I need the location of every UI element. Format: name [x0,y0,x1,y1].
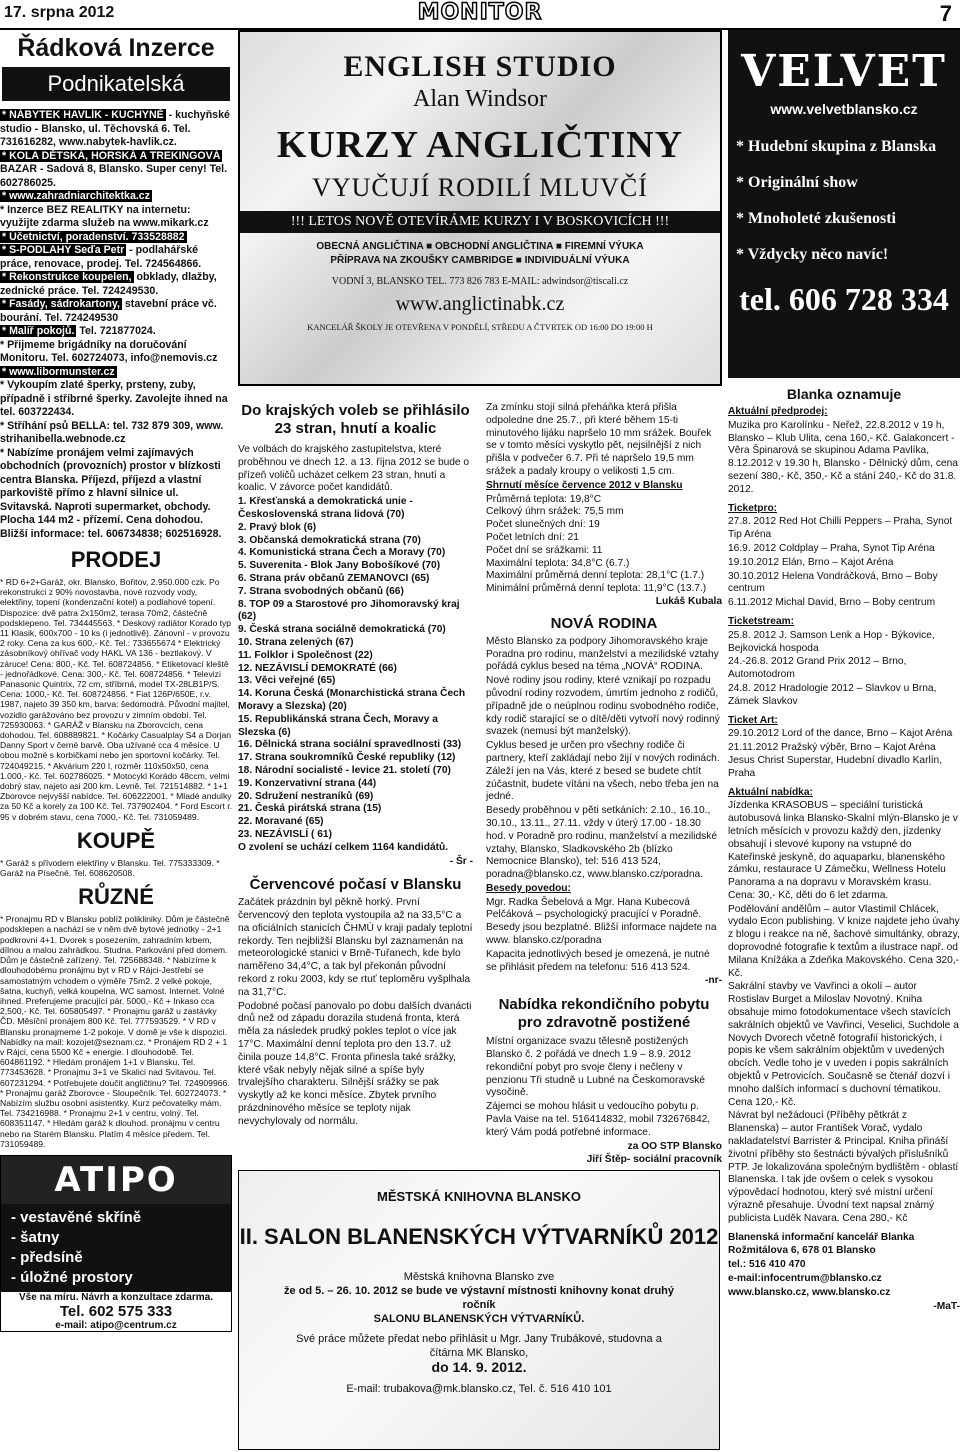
ad-item [0,244,232,271]
salon-t5: do 14. 9. 2012. [431,1359,527,1375]
atipo-footer-3: e-mail: atipo@centrum.cz [55,1319,177,1331]
volby-item: 19. Konzervativní strana (44) [238,777,377,789]
blanka-s3 [728,630,960,709]
rodina-p5-title: Besedy povedou: [486,882,571,894]
english-kurzy: KURZY ANGLIČTINY [276,124,684,166]
english-line-2: PŘÍPRAVA NA ZKOUŠKY CAMBRIDGE ■ INDIVIDUÁLNÍ VÝUKA [330,255,630,266]
atipo-ad [0,1155,232,1332]
volby-item: 8. TOP 09 a Starostové pro Jihomoravský kraj (62) [238,598,460,623]
ad-item [0,325,232,339]
volby-article [238,402,473,1130]
ad-highlight: * Malíř pokojů. [2,325,75,337]
ad-highlight: * S-PODLAHY Seďa Petr [2,244,125,256]
page-header [0,0,960,30]
ad-text: stavební práce vč. bourání. Tel. 724249530 [0,298,217,324]
volby-item: 13. Věci veřejné (65) [238,675,336,687]
salon-t6: E-mail: trubakova@mk.blansko.cz, Tel. č. 516 410 101 [346,1383,612,1395]
nabidka-sign-1: za OO STP Blansko [627,1140,722,1152]
event-item: 25.8. 2012 J. Samson Lenk a Hop - Býkovice, Bejkovická hospoda [728,629,935,654]
classifieds-title: Řádková Inzerce [17,34,215,62]
volby-item: 11. Folklor i Společnost (22) [238,649,373,661]
ad-item [0,420,232,447]
ad-text: Tel. 721877024. [76,325,156,337]
ad-item [0,271,232,298]
koupe-heading: KOUPĚ [76,827,156,853]
ad-item [0,298,232,325]
english-studio-ad [238,30,722,386]
pocasi-stats-title: Shrnutí měsíce července 2012 v Blansku [486,479,683,491]
pocasi-stat: Počet letních dní: 21 [486,531,579,543]
blanka-s8: Návrat byl nežádoucí (Příběhy pětkrát z Blanenska) – autor František Vorač, vydalo nakladatelství Barrister & Principal. Kniha přináší životní příběhy sto šestnácti bývalých příslušníků PTP. Je lokalizována společným bydlištěm - oblastí Blanenska. I tak jde ovšem o celek s vysokou výpovědací hodnotou, který své místní určení výrazně přesahuje. Úvodní text napsal známý publicista Luděk Navara. Cena 280,- Kč [728,1110,959,1224]
pocasi-stat: Počet slunečných dní: 19 [486,519,600,531]
blanka-footer-4: e-mail:infocentrum@blansko.cz [728,1273,882,1284]
pocasi-stat: Celkový úhrn srážek: 75,5 mm [486,506,624,518]
volby-item: 16. Dělnická strana sociální spravedlnosti (33) [238,739,462,751]
volby-item: 15. Republikánská strana Čech, Moravy a Slezska (6) [238,713,438,738]
event-item: 21.11.2012 Pražský výběr, Brno – Kajot Aréna Jesus Christ Superstar, Hudební divadlo Karlín, Praha [728,742,943,779]
rodina-title: NOVÁ RODINA [550,614,658,632]
ad-item [0,379,232,420]
atipo-line: - úložné prostory [11,1268,133,1286]
ad-text: * Stříhání psů BELLA: tel. 732 879 309, www. strihanibella.webnode.cz [0,419,224,445]
ad-item [0,447,232,542]
atipo-footer-1: Vše na míru. Návrh a konzultace zdarma. [19,1291,213,1303]
volby-title: Do krajských voleb se přihlásilo 23 stran, hnutí a koalic [241,402,470,437]
pocasi-stat: Maximální průměrná denní teplota: 28,1°C (1.7.) [486,570,705,582]
atipo-line: - předsíně [11,1248,83,1266]
issue-date: 17. srpna 2012 [4,4,115,21]
blanka-footer-3: tel.: 516 410 470 [728,1259,806,1271]
ad-text: * Nabízíme pronájem velmi zajímavých obchodních (provozních) prostor v blízkosti centra Blanska. Příjezd, příjezd a vlastní parkoviště přímo z hlavní silnice ul. Svitavská. Naproti supermarket, obchody. Plocha 144 m2 - přízemí. Cena dohodou. Bližší informace: tel. 606734838; 602516928. [0,446,222,540]
english-contact: VODNÍ 3, BLANSKO TEL. 773 826 783 E-MAIL: adwindsor@tiscali.cz [331,276,629,287]
pocasi-stat: Počet dní se srážkami: 11 [486,544,603,556]
koupe-text: * Garáž s přívodem elektřiny v Blansku. Tel. 775333309. * Garáž na Písečné. Tel. 608620508. [0,857,220,879]
blanka-footer-2: Rožmitálova 6, 678 01 Blansko [728,1245,876,1257]
ad-text: * Inzerce BEZ REALITKY na internetu: využijte zdarma služeb na www.mikark.cz [0,203,209,229]
blanka-s3-title: Ticketstream: [728,615,795,627]
volby-item: 2. Pravý blok (6) [238,521,317,533]
pocasi-stat: Maximální teplota: 34,8°C (6.7.) [486,557,630,569]
blanka-s4 [728,728,960,780]
ad-text: * Přijmeme brigádníky na doručování Monitoru. Tel. 602724073, info@nemovis.cz [0,338,218,364]
page-number: 7 [939,1,952,26]
english-vyucuji: VYUČUJÍ RODILÍ MLUVČÍ [312,173,648,202]
volby-item: 6. Strana práv občanů ZEMANOVCI (65) [238,572,430,584]
volby-list [238,496,473,842]
nabidka-p1: Místní organizace svazu tělesně postižených Blansko č. 2 pořádá ve dnech 1.9 – 8.9. 2012 rekondiční pobyt pro svoje členy i nečleny v penzionu Tři studně u Lubné na Českomoravské vysočině. [486,1036,705,1099]
prodej-text: * RD 6+2+Garáž, okr. Blansko, Bořitov, 2.950.000 czk. Po rekonstrukci z 90% novostavba, nové rozvody vody, elektřiny, topení (kondenzační kotel) a podlahové topení. Dispozice: dvě patra 2x150m2, terasa 70m2, částečně podsklepeno. Tel. 734445563. * Deskový radiátor Korado typ 11 Klasik, 600x700 - 10 ks (i jednotlivě). Zánovní - v provozu 2 roky. Cena za kus 600,- Kč. Tel.: 733655674 * Elektrický zásobníkový ohřívač vody HAKL VA 136 - beztlakový. V záruce! Cena: 800,- Kč. Tel. 608724856. * Etiketovací kleště - jednořádkové. Cena: 300,- Kč. Tel. 608724856. * Televizi Panasonic Quintrix, 72 cm, stříbrná, model TX-28LB1P/S. Cena: 1000,- Kč. Tel. 608724856. * Fiat 126P/650E, r.v. 1987, najeto 39 350 km, barva: šedomodrá. Původní majitel, vozidlo garážováno bez provozu v zimním období. Tel. 725930063. * GARÁŽ v Blansku na Zborovcích, cena dohodou. Tel. 608889821. * Kočárky Casualplay S4 a Dorjan Danny Sport v černé barvě. Oba užívané cca 4 měsíce. U obou možné s korbičkami nebo jen sportovní kočárky. Tel. 724049215. * Akvárium 220 l, rozměr 110x50x50, cena 1.000,- Kč. Tel. 602786025. * Motocykl Korádo 48ccm, velmi dobrý stav, najeto asi 200 km. Levně. Tel. 721514882. * 1+1 Zborovce nejvyšší nabídce. Tel. 606222001. * Mladé andulky za 50 Kč a korely za 100 Kč. Tel. 737902404. * Ford Escort r. 95 v dobrém stavu, cena 7000,- Kč. Tel. 731059489. [0,577,232,822]
velvet-tel: tel. 606 728 334 [739,281,949,317]
salon-ad [238,1170,720,1450]
ad-highlight: * Fasády, sádrokartony, [2,298,120,310]
velvet-item: * Vždycky něco navíc! [736,246,889,263]
nabidka-title: Nabídka rekondičního pobytu pro zdravotně postižené [498,996,710,1032]
blanka-s1-title: Aktuální předprodej: [728,406,828,417]
velvet-logo: VELVET [741,46,947,97]
ad-text: - podlahářské práce, renovace, prodej. Tel. 724564866. [0,244,202,270]
right-column [728,30,960,1450]
salon-org: MĚSTSKÁ KNIHOVNA BLANSKO [377,1189,581,1204]
volby-item: 9. Česká strana sociálně demokratická (70) [238,624,446,636]
volby-item: 3. Občanská demokratická strana (70) [238,534,421,546]
english-hours: KANCELÁŘ ŠKOLY JE OTEVŘENA V PONDĚLÍ, STŘEDU A ČTVRTEK OD 16:00 DO 19:00 H [307,322,653,332]
ad-highlight: * www.libormunster.cz [2,365,115,378]
english-title: ENGLISH STUDIO [343,50,617,83]
event-item: 30.10.2012 Helena Vondráčková, Brno – Boby centrum [728,570,938,595]
velvet-items [728,117,960,273]
salon-title: II. SALON BLANENSKÝCH VÝTVARNÍKŮ 2012 [239,1224,719,1249]
english-teacher: Alan Windsor [413,86,547,112]
volby-item: 18. Národní socialisté - levice 21. století (70) [238,764,451,776]
event-item: 16.9. 2012 Coldplay – Praha, Synot Tip Aréna [728,542,935,554]
ad-text: BAZAR - Sadová 8, Blansko. Super ceny! Tel. 602786025. [0,163,228,189]
salon-t2: že od 5. – 26. 10. 2012 se bude ve výstavní místnosti knihovny konat druhý ročník [283,1285,675,1311]
volby-item: 21. Česká pirátská strana (15) [238,803,382,815]
prodej-heading: PRODEJ [70,547,162,572]
ad-item [0,339,232,366]
volby-item: 22. Moravané (65) [238,816,324,828]
volby-intro: Ve volbách do krajského zastupitelstva, které proběhnou ve dnech 12. a 13. října 2012 se bude o přízeň voličů ucházet celkem 23 stran, hnutí a koalic. V závorce počet kandidátů. [238,444,470,494]
ad-item [0,190,232,204]
velvet-item: * Mnoholeté zkušenosti [736,210,896,227]
pocasi-text-2: Podobné počasí panovalo po dobu dalších dvanácti dnů než od západu dorazila studená fronta, která měla za následek prudký pokles teplot o více jak 17°C. Maximální denní teplota pro den 13.7. už činila pouze 14,8°C. Fronta přinesla také srážky, které však nebyly nějak silné a spíše byly trvalejšího charakteru. Silnější srážky se pak vyskytly až ke konci měsíce. Zbytek prvního prázdninového měsíce se teploty nijak nevychylovaly od normálu. [238,1000,472,1127]
volby-item: 17. Strana soukromníků České republiky (12) [238,752,456,764]
blanka-footer-1: Blanenská informační kancelář Blanka [728,1231,915,1243]
rodina-p4: Besedy proběhnou v pěti setkáních: 2.10., 16.10., 30.10., 13.11., 27.11. vždy v úterý 17.00 - 18.30 hod. v Poradně pro rodinu, manželství a mezilidské vztahy, Blansko, Sladkovského 2b (blízko Nemocnice Blansko), tel: 516 413 524, poradna@blansko.cz, www.blansko.cz/poradna. [486,805,718,881]
nabidka-sign-2: Jiří Štěp- sociální pracovník [586,1154,722,1166]
volby-item: 20. Sdružení nestraníků (69) [238,790,374,802]
ad-text: - kuchyňské studio - Blansko, ul. Těchovská 6. Tel. 731616282, www.nabytek-havlik.cz. [0,109,230,148]
english-web: www.anglictinabk.cz [395,293,565,315]
monitor-logo: MONITOR [417,0,543,25]
event-item: 24.-26.8. 2012 Grand Prix 2012 – Brno, Automotodrom [728,656,907,681]
ad-highlight: * www.zahradniarchitektka.cz [2,190,150,202]
volby-item: 7. Strana svobodných občanů (66) [238,585,404,597]
pocasi-title: Červencové počasí v Blansku [249,876,462,894]
ad-item [0,231,232,245]
velvet-item: * Originální show [736,174,858,191]
event-item: 27.8. 2012 Red Hot Chilli Peppers – Praha, Synot Tip Aréna [728,516,953,541]
pocasi-text-1: Začátek prázdnin byl pěkně horký. První červencový den teplota vystoupila až na 33,5°C a na oficiálních stanicích ČHMÚ v kraji padaly teplotní rekordy. Ten nejbližší Blansku byl zaznamenán na meteorologické stanici v Brně-Tuřanech, kde bylo naměřeno 34,4°C, a tak byl překonán původní rekord z roku 2003, kdy se rtuť teploměru vyšplhala na 31,7°C. [238,897,473,998]
pocasi-stats [486,494,722,596]
blanka-title: Blanka oznamuje [786,386,902,402]
classifieds-subtitle: Podnikatelská [2,67,230,101]
rodina-p3: Cyklus besed je určen pro všechny rodiče či partnery, kteří zakládají nebo žijí v nových rodinách. Záleží jen na Vás, které z besed se budete chtít zúčastnit, budete vítáni na všech, nebo třeba jen na jedné. [486,740,720,803]
rodina-p1: Město Blansko za podpory Jihomoravského kraje Poradna pro rodinu, manželství a mezilidské vztahy pořádá cyklus besed na téma „NOVÁ“ RODINA. [486,635,719,673]
salon-t4: Své práce můžete předat nebo přihlásit u Mgr. Jany Trubákové, studovna a čítárna MK Blansko, [296,1333,662,1359]
center-right-column [486,402,722,1168]
ad-text: * Vykoupím zlaté šperky, prsteny, zuby, případně i stříbrné šperky. Zavolejte ihned na tel. 603722434. [0,379,228,418]
velvet-item: * Hudební skupina z Blanska [736,138,937,155]
atipo-logo: ATIPO [1,1156,231,1204]
ads-list [0,109,232,541]
blanka-s6: Podělování andělům – autor Vlastimil Chlácek, vydalo Econ publishing. V knize najdete jeho úvahy z blogu i reakce na ně, šachové simultánky, obrazy, doprovodné fotografie k textům a ilustrace např. od Milana Knížáka a Zdeňka Makovského. Cena 320,- Kč. [728,903,960,979]
pocasi-sign: Lukáš Kubala [655,595,722,607]
pocasi-stat: Průměrná teplota: 19,8°C [486,493,602,505]
event-item: 24.8. 2012 Hradologie 2012 – Slavkov u Brna, Zámek Slavkov [728,682,937,707]
ad-item [0,109,232,150]
center-column [238,30,722,1450]
rodina-p5: Mgr. Radka Šebelová a Mgr. Hana Kubecová Pelčáková – psychologický pracující v Poradně. Besedy jsou bezplatné. Bližší informace najdete na www. blansko.cz/poradna [486,896,717,947]
volby-item: 10. Strana zelených (67) [238,636,354,648]
blanka-footer-5: www.blansko.cz, www.blansko.cz [728,1286,891,1298]
event-item: 19.10.2012 Elán, Brno – Kajot Aréna [728,556,894,568]
ruzne-text: * Pronajmu RD v Blansku poblíž polikliniky. Dům je částečně podsklepen a nachází se v něm dvě bytové jednotky - 2+1 podkrovní 4+1. Dvorek s posezením, zahradním krbem, dílnou a malou zahrádkou. Studna. Parkování před domem. Dům je částečně zařízený. Tel. 725688348. * Nabízíme k dlouhodobému pronájmu byt v RD v Rájci-Jestřebí se samostatným vchodem o výměře 75m2. 2 velké pokoje, šatna, kuchyň, velká koupelna, WC samost. Internet. Volné ihned. Preferujeme pracující pár. 5000,- Kč + Inkaso cca 2,500,- Kč. Tel. 605805497. * Pronajmu garáž u zastávky ČD. Měsíční pronájem 800 Kč. Tel. 777593529. * V RD v Blansku pronajmeme 1-2 pokoje. V domě je vše k dispozici. Nabídky na mail: kozojet@seznam.cz. * Pronájem RD 2 + 1 v Rájci, cena 5500 Kč + energie. I dlouhodobě. Tel. 604861192. * Hledám pronájem 1+1 v Blansku. Tel. 773453628. * Pronajmu 3+1 ve Skalici nad Svitavou. Tel. 607231294. * Potřebujete doučit angličtinu? Tel. 724909966. * Pronajmu garáž Zborovce - Sloupečník. Tel. 602724073. * Nabízím službu osobní asistentky. Kurz pečovatelky mám. Tel. 734216988. * Pronajmu 2+1 v centru, volný. Tel. 608351147. * Hledám garáž k dlouhod. pronájmu v centru nebo na Starém Blansku. Platím 4 měsíce předem. Tel. 731059489. [0,914,230,1149]
ad-item [0,366,232,380]
rodina-sign: -nr- [705,975,722,987]
pocasi-text-3: Za zmínku stojí silná přeháňka která přišla odpoledne dne 25.7., při které během 15-ti minutového lijáku napršelo 10 mm srážek. Bouřek se v tomto měsíci vyskytlo pět, nejsilnější z nich přišla v podvečer 6.7. Při té napršelo 19,5 mm srážek a padaly kroupy o velikosti 1,5 cm. [486,402,712,477]
ad-text: obklady, dlažby, zednické práce. Tel. 724249530. [0,271,217,297]
atipo-line: - vestavěné skříně [11,1208,142,1226]
atipo-footer-2: Tel. 602 575 333 [59,1302,173,1320]
ad-highlight: * Účetnictví, poradenství. 733528882 [2,230,185,243]
blanka-s1: Muzika pro Karolínku - Neřež, 22.8.2012 v 19 h, Blansko – Klub Ulita, cena 160,- Kč. Galakoncert - Věra Špinarová se skupinou Adama Pavlíka, 8.12.2012 v 19.30 h, Blansko - Dělnický dům, cena sezení 380,- Kč, 350,- Kč a stání 240,- Kč do 31.8. 2012. [728,419,958,495]
event-item: 29.10.2012 Lord of the dance, Brno – Kajot Aréna [728,728,953,740]
blanka-s5: Jízdenka KRASOBUS – speciální turistická autobusová linka Blansko-Skalní mlýn-Blansko je v letních měsících v provozu každý den, jízdenky obsahují i slevové kupony na vstupné do Kateřinské jeskyně, do aquaparku, blanenského zámku, restaurace U Zámečku, Wellness Hotelu Panorama a na dopravu v Moravském krasu. Cena: 30,- Kč, děti do 6 let zdarma. [728,800,958,901]
atipo-line: - šatny [11,1228,60,1246]
ad-highlight: * Rekonstrukce koupelen, [2,271,132,283]
volby-item: 12. NEZÁVISLÍ DEMOKRATÉ (66) [238,662,397,674]
volby-item: 1. Křesťanská a demokratická unie - Československá strana lidová (70) [238,496,413,520]
blanka-s5-title: Aktuální nabídka: [728,786,813,798]
english-banner: !!! LETOS NOVĚ OTEVÍRÁME KURZY I V BOSKOVICÍCH !!! [240,211,720,233]
event-item: 6.11.2012 Michal David, Brno – Boby centrum [728,597,936,609]
classifieds-column [0,30,232,1450]
pocasi-stat: Minimální průměrná denní teplota: 11,9°C (13.7.) [486,583,707,595]
ad-item [0,204,232,231]
ad-highlight: * NÁBYTEK HAVLÍK - KUCHYNĚ [2,109,164,121]
blanka-s7: Sakrální stavby ve Vavřinci a okolí – autor Rostislav Burget a Miloslav Novotný. Kniha obsahuje mimo fotodokumentace všech stavících sakrálních objektů ve Vavřinci, Veselici, Suchdole a Novych Dvorech včetně fotografií historických, i popis ke všem sakrálním objektům v uvedených obcích. Vedle toho je v uveden i popis sakrálních objektů v Petrovicích. Současně se čtenář dozví i mnoho dalších informací s duchovní tématikou. Cena 120,- Kč. [728,981,959,1108]
nabidka-p2: Zájemci se mohou hlásit u vedoucího pobytu p. Pavla Vaise na tel. 516414832, mobil 732676842, který Vám podá potřebné informace. [486,1101,711,1138]
rodina-p2: Nové rodiny jsou rodiny, které vznikají po rozpadu původní rodiny rozvodem, úmrtím jednoho z rodičů, případně jde o neúplnou rodinu svobodného rodiče, kdy rodič starající se o dítě/děti vytvoří nový rodinný svazek (nemusí být manželský). [486,675,720,738]
blanka-sign: -MaT- [933,1300,960,1312]
atipo-lines [1,1204,231,1292]
volby-item: 14. Koruna Česká (Monarchistická strana Čech Moravy a Slezska) (20) [238,688,466,712]
volby-sign: - Šr - [449,855,473,867]
english-line-1: OBECNÁ ANGLIČTINA ■ OBCHODNÍ ANGLIČTINA ■ FIREMNÍ VÝUKA [316,241,644,252]
ad-item [0,150,232,191]
blanka-s2 [728,516,960,610]
velvet-url: www.velvetblansko.cz [770,101,918,117]
volby-item: 23. NEZÁVISLÍ ( 61) [238,828,332,840]
volby-outro: O zvolení se uchází celkem 1164 kandidátů. [238,841,449,853]
velvet-ad [728,30,960,378]
volby-item: 5. Suverenita - Blok Jany Bobošíkové (70) [238,560,441,572]
rodina-p6: Kapacita jednotlivých besed je omezená, je nutné se přihlásit předem na telefonu: 516 413 524. [486,948,710,973]
salon-t3: SALONU BLANENSKÝCH VÝTVARNÍKŮ. [373,1313,585,1325]
ruzne-heading: RŮZNÉ [78,884,154,910]
ad-highlight: * KOLA DĚTSKÁ, HORSKÁ A TREKINGOVÁ [2,149,221,162]
blanka-s4-title: Ticket Art: [728,714,778,726]
salon-t1: Městská knihovna Blansko zve [403,1271,555,1283]
blanka-s2-title: Ticketpro: [728,502,778,514]
volby-item: 4. Komunistická strana Čech a Moravy (70) [238,547,446,559]
